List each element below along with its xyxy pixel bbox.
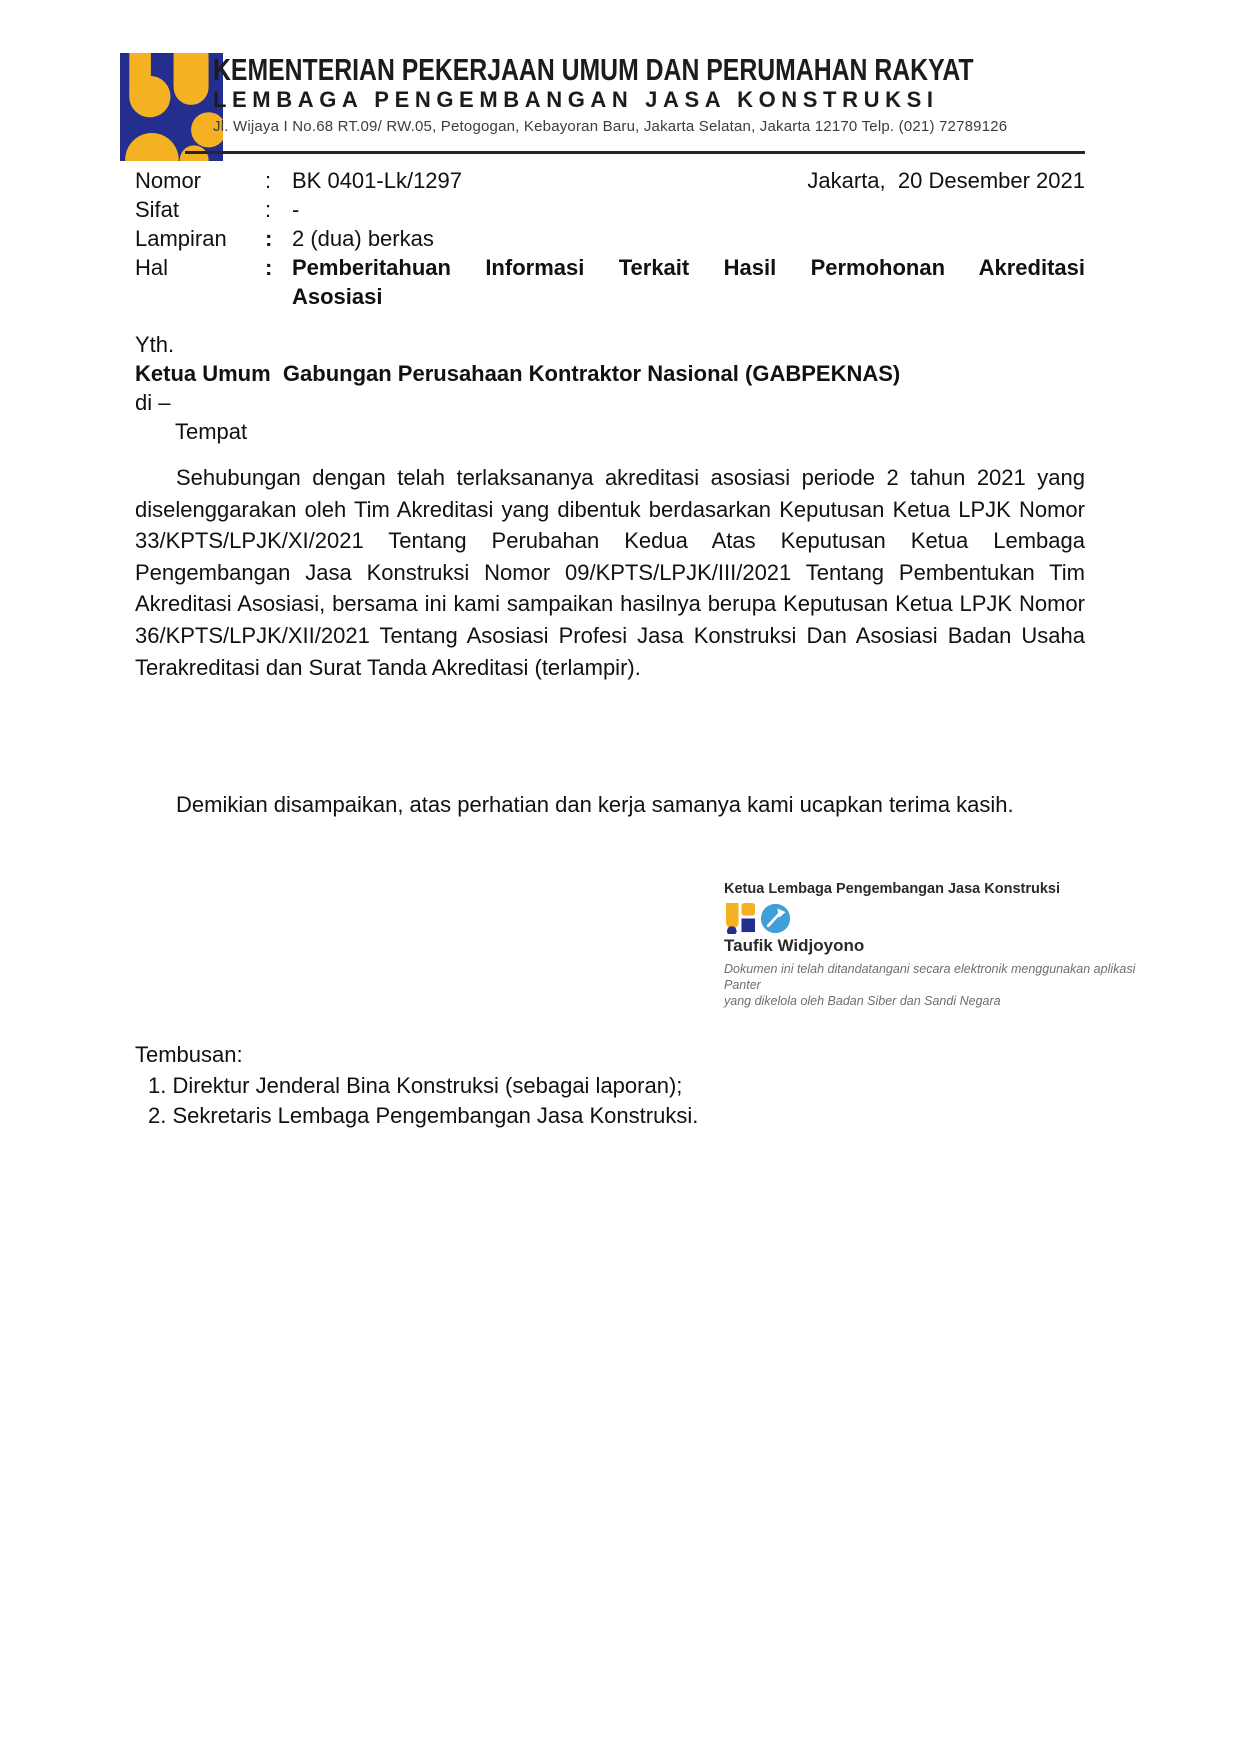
- body-paragraph: Sehubungan dengan telah terlaksananya akreditasi asosiasi periode 2 tahun 2021 yang diselenggarakan oleh Tim Akreditasi yang dibentuk berdasarkan Keputusan Ketua LPJK Nomor 33/KPTS/LPJK/XI/2021 Tentang Perubahan Kedua Atas Keputusan Ketua Lembaga Pengembangan Jasa Konstruksi Nomor 09/KPTS/LPJK/III/2021 Tentang Pembentukan Tim Akreditasi Asosiasi, bersama ini kami sampaikan hasilnya berupa Keputusan Ketua LPJK Nomor 36/KPTS/LPJK/XII/2021 Tentang Asosiasi Profesi Jasa Konstruksi Dan Asosiasi Badan Usaha Terakreditasi dan Surat Tanda Akreditasi (terlampir).: [135, 465, 1085, 680]
- esign-disclaimer-line-2: yang dikelola oleh Badan Siber dan Sandi Negara: [724, 994, 1001, 1008]
- recipient-di: di –: [135, 390, 171, 415]
- meta-value-hal: [292, 253, 1085, 311]
- meta-label: Hal: [135, 255, 169, 280]
- meta-table: [135, 166, 1085, 311]
- pu-logo-small-icon: [724, 903, 757, 934]
- tembusan-item: 2. Sekretaris Lembaga Pengembangan Jasa Konstruksi.: [148, 1103, 699, 1128]
- meta-label: Nomor: [135, 168, 202, 193]
- tembusan-block: [135, 1040, 1085, 1132]
- meta-row-sifat: [135, 195, 1085, 224]
- closing-paragraph: Demikian disampaikan, atas perhatian dan kerja samanya kami ucapkan terima kasih.: [176, 792, 1014, 817]
- letterhead-rule: [185, 151, 1085, 154]
- subject-line-2: Asosiasi: [292, 284, 383, 309]
- recipient-block: [135, 330, 1085, 446]
- agency-name: LEMBAGA PENGEMBANGAN JASA KONSTRUKSI: [213, 87, 939, 112]
- salutation: Yth.: [135, 332, 175, 357]
- meta-value: BK 0401-Lk/1297: [292, 168, 463, 193]
- tembusan-item: 1. Direktur Jenderal Bina Konstruksi (sebagai laporan);: [148, 1072, 683, 1098]
- signature-block: [724, 880, 1174, 1009]
- meta-label: Sifat: [135, 197, 180, 222]
- meta-row-hal: [135, 253, 1085, 311]
- ministry-name: KEMENTERIAN PEKERJAAN UMUM DAN PERUMAHAN RAKYAT: [213, 52, 974, 87]
- recipient-place: Tempat: [175, 419, 248, 444]
- meta-colon: :: [265, 168, 272, 193]
- pu-logo-icon: [120, 53, 223, 161]
- meta-colon: :: [265, 255, 273, 280]
- meta-colon: :: [265, 226, 273, 251]
- signatory-name: Taufik Widjoyono: [724, 936, 865, 955]
- esign-disclaimer: [724, 961, 1174, 1009]
- meta-label: Lampiran: [135, 226, 227, 251]
- dateline: Jakarta, 20 Desember 2021: [807, 168, 1085, 193]
- subject-line-1: Pemberitahuan Informasi Terkait Hasil Permohonan Akreditasi: [292, 255, 1085, 280]
- agency-address: Jl. Wijaya I No.68 RT.09/ RW.05, Petogogan, Kebayoran Baru, Jakarta Selatan, Jakarta 12170 Telp. (021) 72789126: [213, 118, 1008, 135]
- esign-seal-icon: [760, 903, 791, 934]
- meta-row-nomor: [135, 166, 1085, 195]
- meta-row-lampiran: [135, 224, 1085, 253]
- letterhead-text: [213, 54, 1093, 136]
- signature-logos: [724, 901, 1174, 935]
- signature-title: Ketua Lembaga Pengembangan Jasa Konstruksi: [724, 881, 1061, 897]
- meta-value: -: [292, 197, 300, 222]
- recipient-name: Ketua Umum Gabungan Perusahaan Kontraktor Nasional (GABPEKNAS): [135, 361, 901, 386]
- meta-value: 2 (dua) berkas: [292, 226, 434, 251]
- esign-disclaimer-line-1: Dokumen ini telah ditandatangani secara elektronik menggunakan aplikasi Panter: [724, 962, 1136, 992]
- meta-colon: :: [265, 197, 272, 222]
- tembusan-title: Tembusan:: [135, 1042, 243, 1067]
